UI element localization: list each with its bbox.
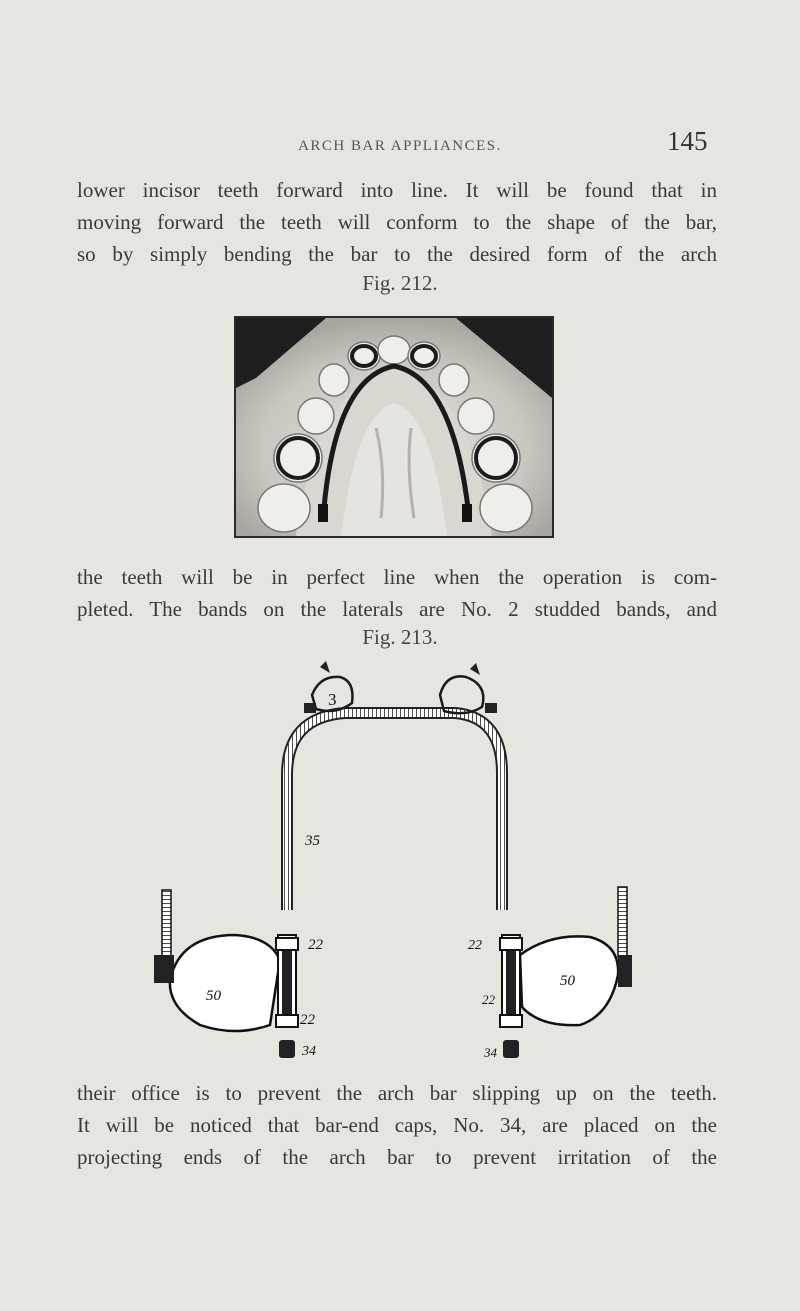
paragraph-3: [77, 1077, 717, 1173]
label-molar-band-left: 50: [206, 988, 221, 1004]
paragraph-1: [77, 174, 717, 270]
paragraph-line: their office is to prevent the arch bar slipping up on the teeth.: [77, 1081, 717, 1105]
label-molar-band-right: 50: [560, 973, 575, 989]
figure-212-caption: Fig. 212.: [362, 271, 438, 295]
paragraph-2: [77, 561, 717, 625]
label-cap-left: 34: [302, 1044, 316, 1059]
label-cap-right: 34: [484, 1045, 497, 1060]
paragraph-line: so by simply bending the bar to the desired form of the arch: [77, 242, 717, 266]
label-nut-lower-left: 22: [300, 1012, 315, 1028]
paragraph-line: the teeth will be in perfect line when the operation is com-: [77, 565, 717, 589]
page-number: 145: [667, 126, 708, 156]
figure-213-caption: Fig. 213.: [362, 625, 438, 649]
figure-212-photo: [234, 316, 554, 538]
paragraph-line: pleted. The bands on the laterals are No. 2 studded bands, and: [77, 597, 717, 621]
label-bar: 35: [305, 833, 320, 849]
figure-213-drawing: [140, 655, 660, 1060]
label-nut-upper-left: 22: [308, 937, 323, 953]
label-band-left: 3: [328, 690, 337, 709]
paragraph-line: It will be noticed that bar-end caps, No. 34, are placed on the: [77, 1113, 717, 1137]
label-nut-upper-right: 22: [468, 938, 482, 953]
paragraph-line: moving forward the teeth will conform to the shape of the bar,: [77, 210, 717, 234]
paragraph-line: projecting ends of the arch bar to prevent irritation of the: [77, 1145, 717, 1169]
running-head: ARCH BAR APPLIANCES.: [298, 138, 502, 154]
paragraph-line: lower incisor teeth forward into line. It will be found that in: [77, 178, 717, 202]
label-nut-lower-right: 22: [482, 992, 495, 1007]
